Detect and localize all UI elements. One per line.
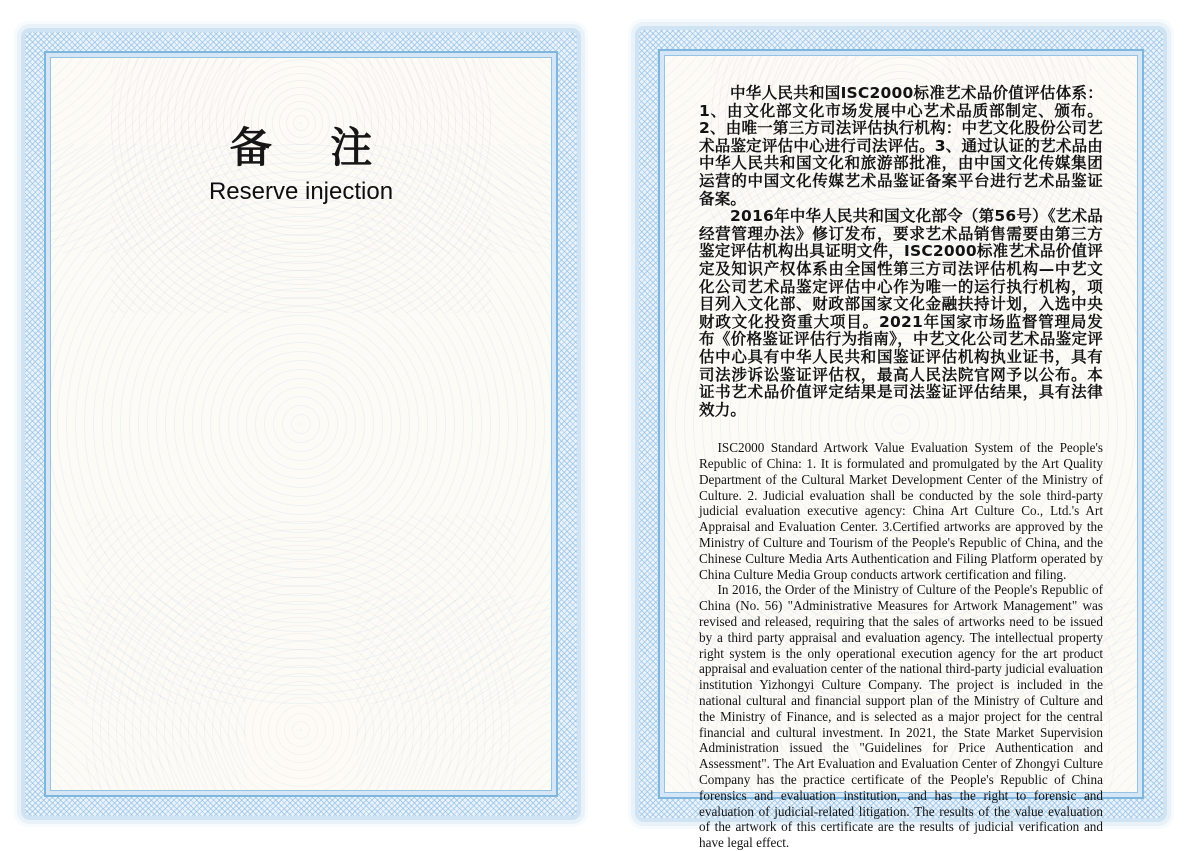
remarks-title-cn: 备 注 bbox=[229, 123, 395, 172]
en-paragraph-1: ISC2000 Standard Artwork Value Evaluation System of the People's Republic of China: 1. It is formulated and promulgated by the Art Quality Department of the Cultural Market Development Center of the Ministry of Culture. 2. Judicial evaluation shall be conducted by the sole third-party judicial evaluation executive agency: China Art Culture Co., Ltd.'s Art Appraisal and Evaluation Center. 3.Certified artworks are approved by the Ministry of Culture and Tourism of the People's Republic of China, and the Chinese Culture Media Arts Authentication and Filing Platform operated by China Culture Media Group conducts artwork certification and filing. bbox=[699, 440, 1103, 582]
page-left-remarks bbox=[25, 32, 577, 816]
cn-paragraph-1: 中华人民共和国ISC2000标准艺术品价值评估体系：1、由文化部文化市场发展中心艺术品质部制定、颁布。2、由唯一第三方司法评估执行机构：中艺文化股份公司艺术品鉴定评估中心进行司法评估。3、通过认证的艺术品由中华人民共和国文化和旅游部批准，由中国文化传媒集团运营的中国文化传媒艺术品鉴证备案平台进行艺术品鉴证备案。 bbox=[699, 84, 1103, 208]
description-text-column bbox=[660, 51, 1142, 851]
remarks-header bbox=[46, 115, 556, 206]
remarks-title-en: Reserve injection bbox=[208, 178, 394, 205]
en-paragraph-2: In 2016, the Order of the Ministry of Culture of the People's Republic of China (No. 56) "Administrative Measures for Artwork Management" was revised and released, requiring that the sales of artworks need to be issued by a third party appraisal and evaluation agency. The intellectual property right system is the only operational execution agency for the art product appraisal and evaluation center of the national third-party judicial evaluation institution Yizhongyi Culture Company. The project is included in the national cultural and financial support plan of the Ministry of Culture and the Ministry of Finance, and is selected as a major project for the central financial and cultural investment. In 2021, the State Market Supervision Administration issued the "Guidelines for Price Authentication and Assessment". The Art Evaluation and Evaluation Center of Zhongyi Culture Company has the practice certificate of the People's Republic of China forensics and evaluation institution, and has the right to forensic and evaluation of judicial-related litigation. The results of the value evaluation of the artwork of this certificate are the results of judicial verification and have legal effect. bbox=[699, 582, 1103, 851]
page-right-frame bbox=[658, 49, 1144, 851]
cn-paragraph-2: 2016年中华人民共和国文化部令（第56号）《艺术品经营管理办法》修订发布，要求艺术品销售需要由第三方鉴定评估机构出具证明文件，ISC2000标准艺术品价值评定及知识产权体系由全国性第三方司法评估机构—中艺文化公司艺术品鉴定评估中心作为唯一的运行执行机构，项目列入文化部、财政部国家文化金融扶持计划，入选中央财政文化投资重大项目。2021年国家市场监督管理局发布《价格鉴证评估行为指南》，中艺文化公司艺术品鉴定评估中心具有中华人民共和国鉴证评估机构执业证书，具有司法涉诉讼鉴证评估权，最高人民法院官网予以公布。本证书艺术品价值评定结果是司法鉴证评估结果，具有法律效力。 bbox=[699, 207, 1103, 419]
page-right-description bbox=[639, 30, 1163, 851]
page-left-frame bbox=[44, 51, 558, 797]
